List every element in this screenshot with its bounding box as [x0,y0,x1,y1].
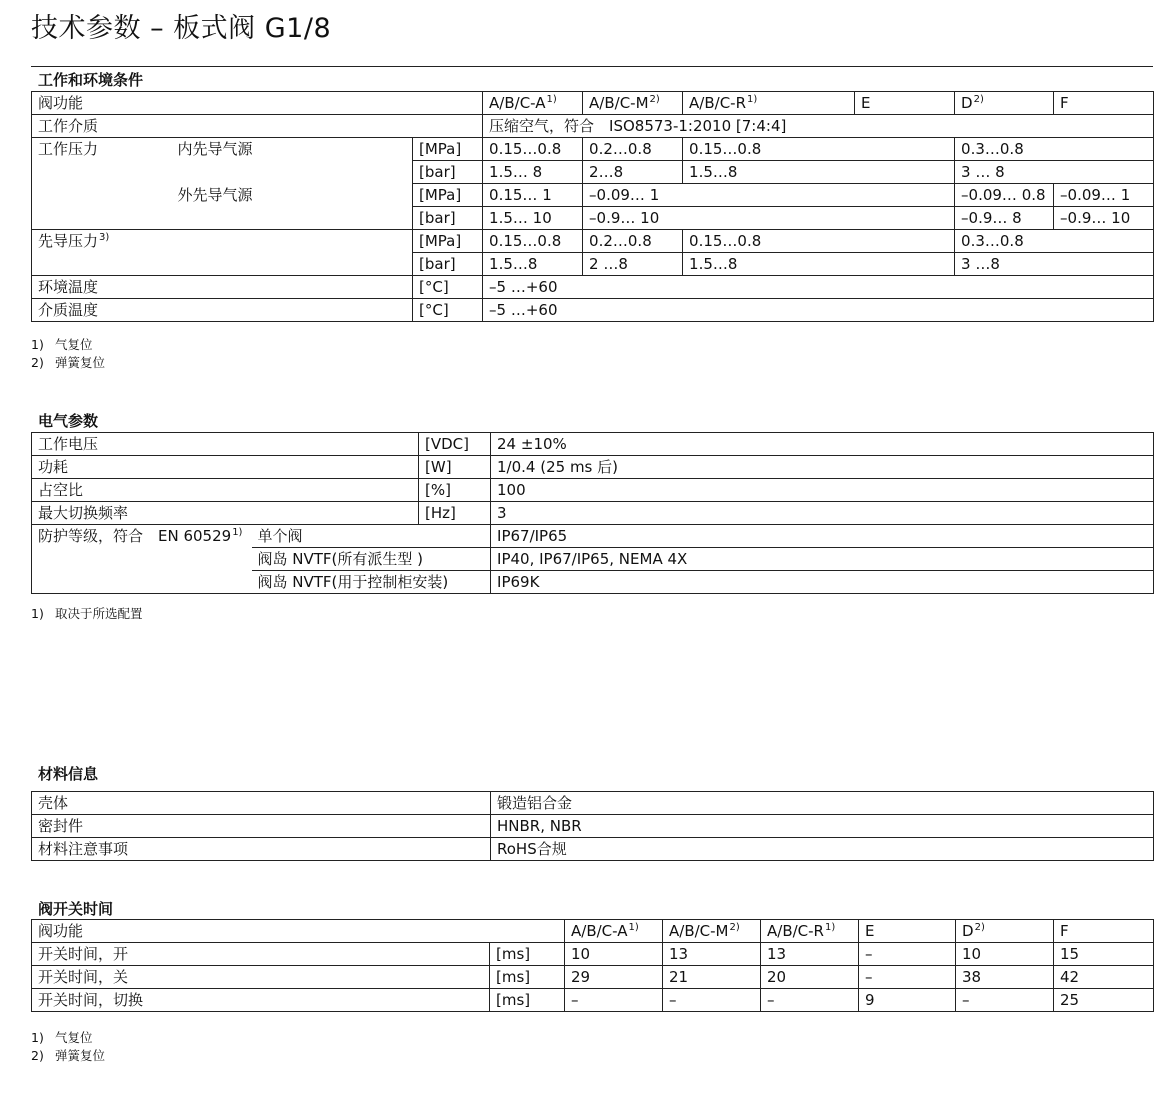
col-header: E [855,92,955,115]
row-label: 占空比 [32,479,419,502]
cell: – [761,989,859,1012]
cell: 0.15…0.8 [683,230,955,253]
table-row [32,115,1154,138]
table-row [32,989,1154,1012]
cell: –0.9… 10 [583,207,955,230]
table-row [32,230,1154,253]
cell: 15 [1054,943,1154,966]
col-header: $D^{2)}$ [955,92,1054,115]
cell: 0.15…0.8 [683,138,955,161]
elec-heading: 电气参数 [38,412,99,430]
ambient-temp-label: 环境温度 [32,276,413,299]
cell: IP40, IP67/IP65, NEMA 4X [491,548,1154,571]
unit: [ms] [490,943,565,966]
timing-heading: 阀开关时间 [38,900,114,918]
cell: 0.15… 1 [483,184,583,207]
row-label: 开关时间，切换 [32,989,490,1012]
unit: [°C] [413,299,483,322]
cell: 1.5…8 [683,161,955,184]
cell: 13 [761,943,859,966]
timing-footnotes [31,1029,105,1065]
elec-table [31,432,1154,594]
cell: 13 [663,943,761,966]
cell: – [663,989,761,1012]
cell: 38 [956,966,1054,989]
cell: 3 [491,502,1154,525]
internal-pilot-label: 内先导气源 [172,138,413,161]
cell: 100 [491,479,1154,502]
cell: 0.3…0.8 [955,138,1154,161]
medium-value: 压缩空气，符合 ISO8573-1:2010 [7:4:4] [483,115,1154,138]
cell: 0.15…0.8 [483,138,583,161]
row-label: 最大切换频率 [32,502,419,525]
cell: 24 ±10% [491,433,1154,456]
material-table [31,791,1154,861]
cell: – [859,966,956,989]
col-header: E [859,920,956,943]
cell: – [859,943,956,966]
col-header: $A/B/C-R^{1)}$ [683,92,855,115]
cell: –0.09… 1 [1054,184,1154,207]
pressure-label: 工作压力 [32,138,172,230]
env-table [31,91,1154,322]
table-row [32,815,1154,838]
cell: –0.9… 10 [1054,207,1154,230]
protection-sub-label: 单个阀 [252,525,491,548]
cell: RoHS合规 [491,838,1154,861]
row-label: 壳体 [32,792,491,815]
cell: 9 [859,989,956,1012]
table-row [32,792,1154,815]
table-row [32,479,1154,502]
cell: 锻造铝合金 [491,792,1154,815]
table-row [32,161,1154,184]
env-footnotes [31,336,105,372]
footnote: 1) 取决于所选配置 [31,606,143,621]
unit: [W] [419,456,491,479]
timing-table [31,919,1154,1012]
cell: 3 …8 [955,253,1154,276]
medium-label: 工作介质 [32,115,483,138]
env-heading: 工作和环境条件 [38,71,144,89]
unit: [bar] [413,161,483,184]
table-row [32,276,1154,299]
footnote: 2) 弹簧复位 [31,355,106,370]
unit: [MPa] [413,138,483,161]
unit: [%] [419,479,491,502]
cell: IP67/IP65 [491,525,1154,548]
medium-temp-label: 介质温度 [32,299,413,322]
cell: 0.15…0.8 [483,230,583,253]
unit: [MPa] [413,230,483,253]
row-label: 材料注意事项 [32,838,491,861]
cell: 1/0.4 (25 ms 后) [491,456,1154,479]
table-row [32,525,1154,548]
row-label: 开关时间，开 [32,943,490,966]
cell: –0.09… 1 [583,184,955,207]
protection-sub-label: 阀岛 NVTF(用于控制柜安装) [252,571,491,594]
cell: HNBR, NBR [491,815,1154,838]
table-row [32,299,1154,322]
medium-temp-value: –5 …+60 [483,299,1154,322]
footnote: 1) 气复位 [31,1030,93,1045]
table-row [32,184,1154,207]
elec-footnotes [31,605,143,623]
table-row [32,502,1154,525]
cell: 0.3…0.8 [955,230,1154,253]
col-header: $A/B/C-R^{1)}$ [761,920,859,943]
valve-function-label: 阀功能 [32,92,483,115]
table-row [32,838,1154,861]
cell: 25 [1054,989,1154,1012]
protection-label: 防护等级，符合 EN 60529$^{1)}$ [32,525,252,594]
table-row [32,433,1154,456]
col-header: $A/B/C-M^{2)}$ [663,920,761,943]
pilot-pressure-label: 先导压力$^{3)}$ [32,230,413,276]
row-label: 密封件 [32,815,491,838]
cell: 1.5… 10 [483,207,583,230]
cell: 10 [565,943,663,966]
row-label: 功耗 [32,456,419,479]
col-header: F [1054,920,1154,943]
table-row [32,207,1154,230]
table-row [32,456,1154,479]
unit: [MPa] [413,184,483,207]
cell: 2 …8 [583,253,683,276]
cell: – [565,989,663,1012]
col-header: $A/B/C-M^{2)}$ [583,92,683,115]
blank [172,161,413,184]
unit: [Hz] [419,502,491,525]
cell: 21 [663,966,761,989]
row-label: 开关时间，关 [32,966,490,989]
row-label: 工作电压 [32,433,419,456]
env-top-rule [31,66,1153,67]
ambient-temp-value: –5 …+60 [483,276,1154,299]
page-title: 技术参数 – 板式阀 G1/8 [31,13,332,44]
cell: 0.2…0.8 [583,138,683,161]
unit: [ms] [490,966,565,989]
unit: [bar] [413,207,483,230]
cell: 3 … 8 [955,161,1154,184]
table-row [32,966,1154,989]
external-pilot-label: 外先导气源 [172,184,413,207]
footnote: 2) 弹簧复位 [31,1048,106,1063]
unit: [°C] [413,276,483,299]
cell: 0.2…0.8 [583,230,683,253]
col-header: $A/B/C-A^{1)}$ [565,920,663,943]
table-row [32,920,1154,943]
blank [172,207,413,230]
cell: 1.5…8 [483,253,583,276]
unit: [ms] [490,989,565,1012]
cell: 29 [565,966,663,989]
cell: 20 [761,966,859,989]
cell: 1.5… 8 [483,161,583,184]
table-row [32,92,1154,115]
table-row [32,138,1154,161]
cell: – [956,989,1054,1012]
cell: 2…8 [583,161,683,184]
unit: [bar] [413,253,483,276]
cell: IP69K [491,571,1154,594]
valve-function-label: 阀功能 [32,920,565,943]
col-header: $D^{2)}$ [956,920,1054,943]
cell: 1.5…8 [683,253,955,276]
cell: 42 [1054,966,1154,989]
cell: –0.09… 0.8 [955,184,1054,207]
table-row [32,943,1154,966]
protection-sub-label: 阀岛 NVTF(所有派生型 ) [252,548,491,571]
col-header: $A/B/C-A^{1)}$ [483,92,583,115]
unit: [VDC] [419,433,491,456]
cell: 10 [956,943,1054,966]
cell: –0.9… 8 [955,207,1054,230]
footnote: 1) 气复位 [31,337,93,352]
material-heading: 材料信息 [38,765,99,783]
col-header: F [1054,92,1154,115]
